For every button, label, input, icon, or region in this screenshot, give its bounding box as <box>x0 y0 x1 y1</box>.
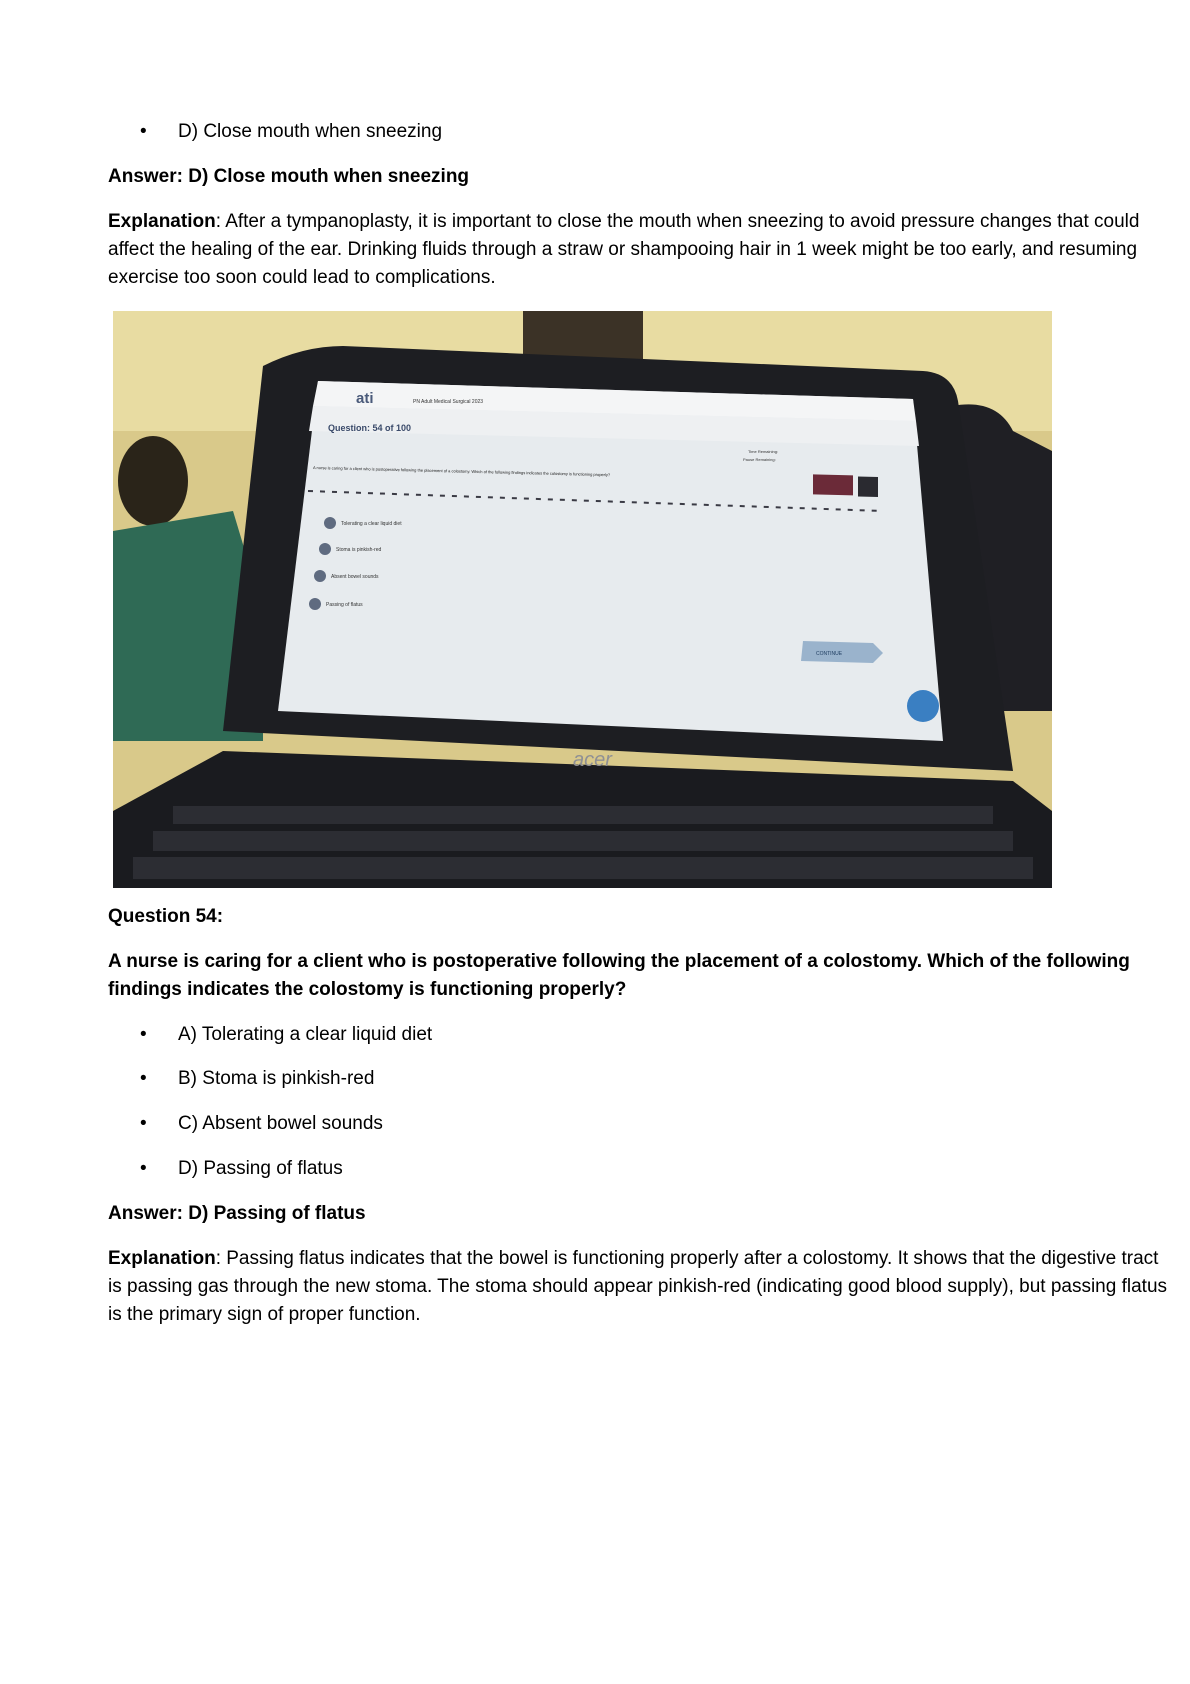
prev-explanation-label: Explanation <box>108 211 216 232</box>
question-text: A nurse is caring for a client who is postoperative following the placement of a colostomy. Which of the following findings indicates the colostomy is functioning properly? <box>108 951 1130 1000</box>
prev-explanation-text: : After a tympanoplasty, it is important to close the mouth when sneezing to avoid pressure changes that could affect the healing of the ear. Drinking fluids through a straw or shampooing hair in 1 week might be too early, and resuming exercise too soon could lead to complications. <box>108 211 1140 288</box>
photo-laptop-brand: acer <box>573 749 612 771</box>
photo-option-2: Stoma is pinkish-red <box>336 547 382 553</box>
photo-continue-button: CONTINUE <box>816 651 843 657</box>
option-d-text: D) Passing of flatus <box>178 1158 343 1179</box>
photo-question-text: A nurse is caring for a client who is postoperative following the placement of a colostomy. Which of the following findings indicates the colostomy is functioning properly? <box>312 465 611 478</box>
prev-explanation <box>108 208 1168 292</box>
prev-answer: Answer: D) Close mouth when sneezing <box>108 166 470 187</box>
bullet: • <box>140 121 147 142</box>
bullet: • <box>140 1158 147 1179</box>
photo-illustration <box>113 311 1052 888</box>
option-c-text: C) Absent bowel sounds <box>178 1113 383 1134</box>
option-a <box>140 1021 432 1049</box>
photo-option-4: Passing of flatus <box>326 602 363 608</box>
photo-question-counter: Question: 54 of 100 <box>328 423 412 433</box>
prev-option-d <box>140 118 442 146</box>
question-heading: Question 54: <box>108 906 224 927</box>
photo-pause-remaining: Pause Remaining: <box>743 457 776 462</box>
explanation-text: : Passing flatus indicates that the bowel is functioning properly after a colostomy. It shows that the digestive tract is passing gas through the new stoma. The stoma should appear pinkish-red (indicating good blood supply), but passing flatus is the primary sign of proper function. <box>108 1248 1168 1325</box>
option-c <box>140 1110 383 1138</box>
option-a-text: A) Tolerating a clear liquid diet <box>178 1024 433 1045</box>
explanation <box>108 1245 1168 1329</box>
option-b <box>140 1065 374 1093</box>
option-b-text: B) Stoma is pinkish-red <box>178 1068 375 1089</box>
photo-option-3: Absent bowel sounds <box>331 574 379 580</box>
photo-exam-title: PN Adult Medical Surgical 2023 <box>413 399 484 405</box>
photo-time-remaining: Time Remaining: <box>748 449 779 454</box>
prev-option-d-text: D) Close mouth when sneezing <box>178 121 443 142</box>
bullet: • <box>140 1113 147 1134</box>
bullet: • <box>140 1024 147 1045</box>
exam-screenshot-photo <box>113 311 1052 888</box>
bullet: • <box>140 1068 147 1089</box>
photo-logo: ati <box>356 390 374 407</box>
explanation-label: Explanation <box>108 1248 216 1269</box>
option-d <box>140 1155 343 1183</box>
photo-option-1: Tolerating a clear liquid diet <box>341 521 402 527</box>
answer: Answer: D) Passing of flatus <box>108 1203 366 1224</box>
